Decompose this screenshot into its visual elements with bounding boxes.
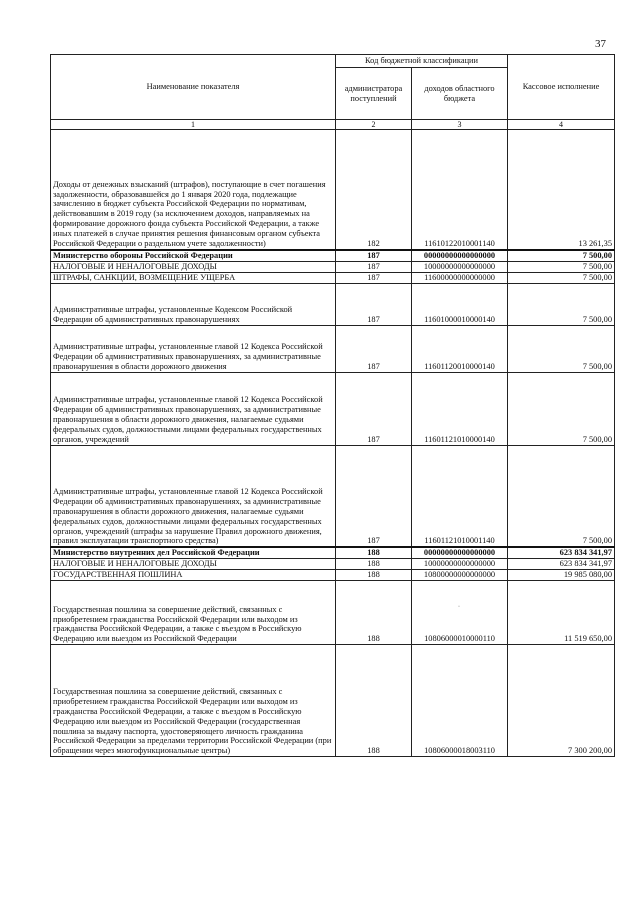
header-name-column: Наименование показателя (51, 55, 336, 120)
header-classification-group: Код бюджетной классификации (336, 55, 508, 68)
table-row (51, 547, 615, 558)
table-row (51, 570, 615, 581)
row-amount: 7 500,00 (508, 250, 615, 261)
row-name: Министерство обороны Российской Федерации (51, 250, 336, 261)
row-admin-code: 188 (336, 570, 412, 581)
header-col-number: 3 (412, 120, 508, 130)
header-col-number: 2 (336, 120, 412, 130)
row-name: Административные штрафы, установленные главой 12 Кодекса Российской Федерации об административных правонарушениях, за административные правонарушения в области дорожного движения, налагаемые судьями федеральных судов, должностными лицами федеральных государственных органов, учреждений (штрафы за нарушение Правил дорожного движения, правил эксплуатации транспортного средства) (51, 445, 336, 547)
table-row (51, 581, 615, 645)
scan-speck: · (458, 604, 460, 610)
row-admin-code: 182 (336, 130, 412, 250)
row-income-code: 00000000000000000 (412, 547, 508, 558)
row-amount: 7 500,00 (508, 261, 615, 272)
row-admin-code: 188 (336, 559, 412, 570)
row-amount: 7 500,00 (508, 445, 615, 547)
row-amount: 19 985 080,00 (508, 570, 615, 581)
row-amount: 7 300 200,00 (508, 645, 615, 757)
row-admin-code: 187 (336, 283, 412, 325)
page-number: 37 (595, 38, 606, 50)
table-row (51, 272, 615, 283)
row-amount: 7 500,00 (508, 325, 615, 372)
header-amount-column: Кассовое исполнение (508, 55, 615, 120)
row-name: ШТРАФЫ, САНКЦИИ, ВОЗМЕЩЕНИЕ УЩЕРБА (51, 272, 336, 283)
row-admin-code: 187 (336, 261, 412, 272)
row-income-code: 00000000000000000 (412, 250, 508, 261)
row-income-code: 11600000000000000 (412, 272, 508, 283)
header-col-number: 4 (508, 120, 615, 130)
row-name: Доходы от денежных взысканий (штрафов), поступающие в счет погашения задолженности, образовавшейся до 1 января 2020 года, подлежащие зачислению в бюджет субъекта Российской Федерации по нормативам, действовавшим в 2019 году (за исключением доходов, направляемых на формирование дорожного фонда субъекта Российской Федерации, а также иных платежей в случае принятия решения финансовым органом субъекта Российской Федерации о раздельном учете задолженности) (51, 130, 336, 250)
header-admin-column: администратора поступлений (336, 68, 412, 120)
row-admin-code: 188 (336, 547, 412, 558)
row-name: Государственная пошлина за совершение действий, связанных с приобретением гражданства Российской Федерации или выходом из гражданства Российской Федерации, а также с въездом в Российскую Федерацию или выездом из Российской Федерации (51, 581, 336, 645)
row-amount: 13 261,35 (508, 130, 615, 250)
table-row (51, 559, 615, 570)
row-income-code: 11601121010000140 (412, 372, 508, 445)
row-amount: 7 500,00 (508, 272, 615, 283)
row-name: Административные штрафы, установленные главой 12 Кодекса Российской Федерации об административных правонарушениях, за административные правонарушения в области дорожного движения, налагаемые судьями федеральных судов, должностными лицами федеральных государственных органов, учреждений (51, 372, 336, 445)
table-row (51, 445, 615, 547)
budget-table (50, 54, 615, 757)
row-income-code: 10000000000000000 (412, 261, 508, 272)
row-name: НАЛОГОВЫЕ И НЕНАЛОГОВЫЕ ДОХОДЫ (51, 261, 336, 272)
row-income-code: 11601121010001140 (412, 445, 508, 547)
row-amount: 7 500,00 (508, 372, 615, 445)
row-income-code: 10806000010000110 (412, 581, 508, 645)
row-admin-code: 187 (336, 372, 412, 445)
row-admin-code: 188 (336, 645, 412, 757)
row-income-code: 11610122010001140 (412, 130, 508, 250)
row-admin-code: 187 (336, 445, 412, 547)
row-amount: 11 519 650,00 (508, 581, 615, 645)
row-name: НАЛОГОВЫЕ И НЕНАЛОГОВЫЕ ДОХОДЫ (51, 559, 336, 570)
row-name: Министерство внутренних дел Российской Федерации (51, 547, 336, 558)
row-amount: 7 500,00 (508, 283, 615, 325)
row-income-code: 10000000000000000 (412, 559, 508, 570)
table-row (51, 645, 615, 757)
row-name: ГОСУДАРСТВЕННАЯ ПОШЛИНА (51, 570, 336, 581)
row-income-code: 10800000000000000 (412, 570, 508, 581)
row-name: Государственная пошлина за совершение действий, связанных с приобретением гражданства Российской Федерации или выходом из гражданства Российской Федерации, а также с въездом в Российскую Федерацию или выездом из Российской Федерации (государственная пошлина за выдачу паспорта, удостоверяющего личность гражданина Российской Федерации за пределами территории Российской Федерации (при обращении через многофункциональные центры) (51, 645, 336, 757)
row-admin-code: 187 (336, 325, 412, 372)
row-income-code: 10806000018003110 (412, 645, 508, 757)
header-income-column: доходов областного бюджета (412, 68, 508, 120)
row-income-code: 11601120010000140 (412, 325, 508, 372)
table-row (51, 372, 615, 445)
row-amount: 623 834 341,97 (508, 559, 615, 570)
header-col-number: 1 (51, 120, 336, 130)
row-admin-code: 187 (336, 250, 412, 261)
row-income-code: 11601000010000140 (412, 283, 508, 325)
row-name: Административные штрафы, установленные Кодексом Российской Федерации об административных правонарушениях (51, 283, 336, 325)
table-row (51, 325, 615, 372)
table-row (51, 283, 615, 325)
table-row (51, 250, 615, 261)
row-admin-code: 187 (336, 272, 412, 283)
row-amount: 623 834 341,97 (508, 547, 615, 558)
table-row (51, 130, 615, 250)
row-name: Административные штрафы, установленные главой 12 Кодекса Российской Федерации об административных правонарушениях, за административные правонарушения в области дорожного движения (51, 325, 336, 372)
table-row (51, 261, 615, 272)
row-admin-code: 188 (336, 581, 412, 645)
